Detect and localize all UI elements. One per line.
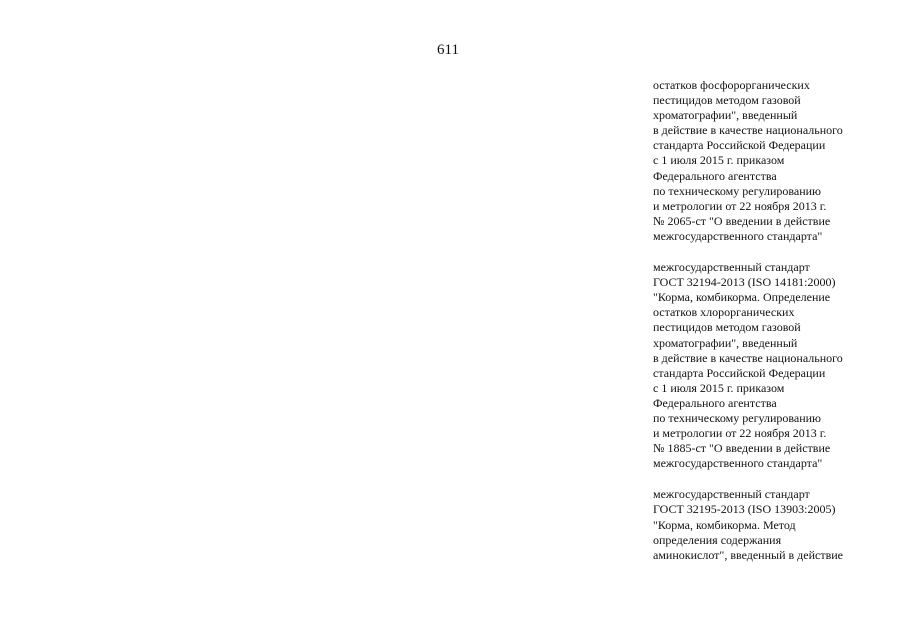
text-line: межгосударственный стандарт [653,487,810,502]
text-line: ГОСТ 32195-2013 (ISO 13903:2005) [653,502,836,517]
text-line: в действие в качестве национального [653,350,843,365]
text-line: межгосударственного стандарта" [653,456,823,471]
text-line: и метрологии от 22 ноября 2013 г. [653,198,827,213]
standard-entry-2 [653,260,901,471]
text-line: Федерального агентства [653,395,777,410]
standard-entry-3 [653,487,901,562]
text-line: межгосударственный стандарт [653,260,810,275]
text-line: с 1 июля 2015 г. приказом [653,380,785,395]
text-line: № 2065-ст "О введении в действие [653,213,831,228]
text-line: межгосударственного стандарта" [653,228,823,243]
text-line: и метрологии от 22 ноября 2013 г. [653,426,827,441]
text-line: № 1885-ст "О введении в действие [653,441,831,456]
text-line: пестицидов методом газовой [653,93,801,108]
text-line: пестицидов методом газовой [653,320,801,335]
page-number: 611 [437,42,459,58]
text-line: ГОСТ 32194-2013 (ISO 14181:2000) [653,275,836,290]
text-line: Федерального агентства [653,168,777,183]
text-line: "Корма, комбикорма. Метод [653,517,796,532]
text-line: остатков фосфорорганических [653,78,810,92]
text-line: стандарта Российской Федерации [653,365,826,380]
standard-entry-1 [653,78,901,244]
text-line: аминокислот", введенный в действие [653,547,844,562]
text-column [653,78,901,579]
text-line: хроматографии", введенный [653,108,798,123]
text-line: остатков хлорорганических [653,305,795,320]
text-line: определения содержания [653,532,782,547]
text-line: по техническому регулированию [653,410,822,425]
text-line: хроматографии", введенный [653,335,798,350]
text-line: стандарта Российской Федерации [653,138,826,153]
text-line: в действие в качестве национального [653,123,843,138]
text-line: по техническому регулированию [653,183,822,198]
text-line: с 1 июля 2015 г. приказом [653,153,785,168]
text-line: "Корма, комбикорма. Определение [653,290,831,305]
